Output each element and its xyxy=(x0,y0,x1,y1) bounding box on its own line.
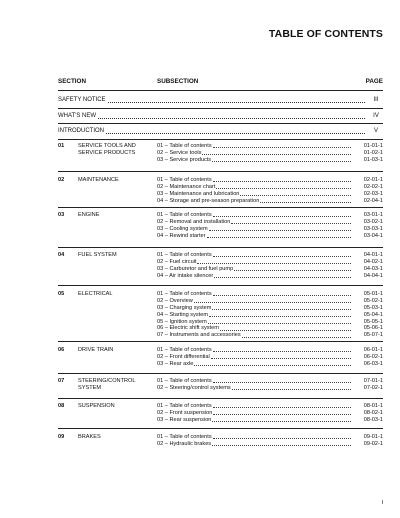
subsection-title: 03 – Carburetor and fuel pump xyxy=(157,265,234,272)
subsection-row[interactable] xyxy=(157,273,383,280)
subsection-title: 05 – Ignition system xyxy=(157,318,207,325)
dot-leader xyxy=(213,407,351,408)
subsection-list xyxy=(157,177,383,205)
subsection-page: 01-01-1 xyxy=(363,142,383,149)
subsection-page: 04-02-1 xyxy=(363,258,383,265)
subsection-page: 01-03-1 xyxy=(363,156,383,163)
dot-leader xyxy=(216,188,351,189)
dot-leader xyxy=(197,263,351,264)
subsection-list xyxy=(157,434,383,448)
section-rule xyxy=(58,285,383,286)
section-number: 07 xyxy=(58,378,65,384)
subsection-title: 03 – Cooling system xyxy=(157,225,208,232)
subsection-title: 02 – Front differential xyxy=(157,353,210,360)
subsection-page: 06-01-1 xyxy=(363,346,383,353)
subsection-title: 06 – Electric shift system xyxy=(157,325,219,332)
subsection-title: 01 – Table of contents xyxy=(157,377,212,384)
subsection-row[interactable] xyxy=(157,332,383,339)
row-rule xyxy=(58,123,383,124)
dot-leader xyxy=(213,438,351,439)
subsection-page: 03-01-1 xyxy=(363,211,383,218)
subsection-title: 01 – Table of contents xyxy=(157,211,212,218)
subsection-page: 05-02-1 xyxy=(363,297,383,304)
subsection-title: 02 – Maintenance chart xyxy=(157,183,216,190)
subsection-row[interactable] xyxy=(157,291,383,298)
dot-leader xyxy=(214,277,351,278)
subsection-title: 04 – Air intake silencer xyxy=(157,272,214,279)
subsection-title: 02 – Steering/control systems xyxy=(157,384,231,391)
row-rule xyxy=(58,108,383,109)
front-matter-page: V xyxy=(373,128,378,134)
dot-leader xyxy=(213,351,351,352)
front-matter-page: III xyxy=(373,97,379,103)
dot-leader xyxy=(212,161,351,162)
section-number: 08 xyxy=(58,403,65,409)
dot-leader xyxy=(209,316,351,317)
subsection-title: 02 – Hydraulic brakes xyxy=(157,440,212,447)
subsection-page: 01-02-1 xyxy=(363,149,383,156)
dot-leader xyxy=(212,421,351,422)
subsection-page: 06-02-1 xyxy=(363,353,383,360)
subsection-title: 02 – Front suspension xyxy=(157,409,213,416)
subsection-row[interactable] xyxy=(157,441,383,448)
subsection-row[interactable] xyxy=(157,417,383,424)
section-number: 09 xyxy=(58,434,65,440)
section-name: MAINTENANCE xyxy=(78,177,119,183)
subsection-page: 08-01-1 xyxy=(363,402,383,409)
subsection-title: 03 – Rear suspension xyxy=(157,416,212,423)
section-name: BRAKES xyxy=(78,434,101,440)
section-number: 04 xyxy=(58,252,65,258)
subsection-title: 01 – Table of contents xyxy=(157,433,212,440)
dot-leader xyxy=(240,195,351,196)
subsection-page: 07-01-1 xyxy=(363,377,383,384)
subsection-page: 03-03-1 xyxy=(363,225,383,232)
dot-leader xyxy=(213,147,351,148)
subsection-page: 02-04-1 xyxy=(363,197,383,204)
subsection-list xyxy=(157,252,383,280)
subsection-title: 01 – Table of contents xyxy=(157,290,212,297)
section-name: SUSPENSION xyxy=(78,403,115,409)
page-column-header: PAGE xyxy=(365,78,383,85)
section-number: 06 xyxy=(58,347,65,353)
subsection-title: 04 – Rewind starter xyxy=(157,232,206,239)
front-matter-label: INTRODUCTION xyxy=(58,128,104,134)
section-number: 05 xyxy=(58,291,65,297)
subsection-page: 02-01-1 xyxy=(363,176,383,183)
subsection-title: 03 – Maintenance and lubrication xyxy=(157,190,240,197)
subsection-row[interactable] xyxy=(157,143,383,150)
dot-leader xyxy=(106,129,365,134)
subsection-page: 04-04-1 xyxy=(363,272,383,279)
section-name: SERVICE TOOLS AND SERVICE PRODUCTS xyxy=(78,143,136,156)
subsection-row[interactable] xyxy=(157,298,383,305)
dot-leader xyxy=(202,154,351,155)
subsection-row[interactable] xyxy=(157,325,383,332)
section-number: 01 xyxy=(58,143,65,149)
section-rule xyxy=(58,341,383,342)
subsection-page: 06-03-1 xyxy=(363,360,383,367)
dot-leader xyxy=(209,230,351,231)
subsection-title: 04 – Starting system xyxy=(157,311,208,318)
dot-leader xyxy=(213,181,351,182)
subsection-page: 05-07-1 xyxy=(363,332,383,339)
dot-leader xyxy=(213,256,351,257)
subsection-row[interactable] xyxy=(157,385,383,392)
section-rule xyxy=(58,207,383,208)
subsection-title: 02 – Service tools xyxy=(157,149,202,156)
subsection-page: 03-02-1 xyxy=(363,218,383,225)
subsection-row[interactable] xyxy=(157,212,383,219)
subsection-column-header: SUBSECTION xyxy=(157,78,199,85)
subsection-row[interactable] xyxy=(157,434,383,441)
subsection-page: 05-01-1 xyxy=(363,290,383,297)
front-matter-label: WHAT'S NEW xyxy=(58,113,97,119)
section-column-header: SECTION xyxy=(58,78,86,85)
subsection-title: 07 – Instruments and accessories xyxy=(157,332,241,339)
section-rule xyxy=(58,398,383,399)
subsection-page: 04-01-1 xyxy=(363,251,383,258)
subsection-row[interactable] xyxy=(157,177,383,184)
subsection-page: 08-02-1 xyxy=(363,409,383,416)
subsection-list xyxy=(157,291,383,339)
dot-leader xyxy=(242,337,351,338)
subsection-title: 01 – Table of contents xyxy=(157,142,212,149)
subsection-list xyxy=(157,212,383,240)
subsection-page: 02-03-1 xyxy=(363,190,383,197)
subsection-title: 04 – Storage and pre-season preparation xyxy=(157,197,260,204)
dot-leader xyxy=(98,114,365,119)
section-rule xyxy=(58,171,383,172)
section-number: 03 xyxy=(58,212,65,218)
subsection-row[interactable] xyxy=(157,226,383,233)
subsection-page: 05-04-1 xyxy=(363,311,383,318)
subsection-row[interactable] xyxy=(157,157,383,164)
front-matter-page: IV xyxy=(373,113,379,119)
subsection-title: 02 – Overview xyxy=(157,297,193,304)
dot-leader xyxy=(212,445,351,446)
row-rule xyxy=(58,139,383,140)
subsection-page: 04-03-1 xyxy=(363,265,383,272)
dot-leader xyxy=(207,237,351,238)
subsection-row[interactable] xyxy=(157,184,383,191)
dot-leader xyxy=(213,382,351,383)
dot-leader xyxy=(234,270,351,271)
section-name: STEERING/CONTROL SYSTEM xyxy=(78,378,136,391)
subsection-row[interactable] xyxy=(157,312,383,319)
subsection-row[interactable] xyxy=(157,410,383,417)
subsection-row[interactable] xyxy=(157,191,383,198)
section-name: FUEL SYSTEM xyxy=(78,252,117,258)
subsection-row[interactable] xyxy=(157,259,383,266)
subsection-title: 01 – Table of contents xyxy=(157,176,212,183)
dot-leader xyxy=(220,330,351,331)
dot-leader xyxy=(211,358,351,359)
dot-leader xyxy=(194,365,351,366)
subsection-title: 03 – Service products xyxy=(157,156,212,163)
subsection-row[interactable] xyxy=(157,266,383,273)
dot-leader xyxy=(194,302,351,303)
subsection-list xyxy=(157,143,383,164)
subsection-title: 03 – Charging system xyxy=(157,304,212,311)
subsection-row[interactable] xyxy=(157,150,383,157)
subsection-title: 02 – Removal and installation xyxy=(157,218,231,225)
subsection-title: 03 – Rear axle xyxy=(157,360,194,367)
subsection-row[interactable] xyxy=(157,347,383,354)
subsection-page: 05-05-1 xyxy=(363,318,383,325)
section-number: 02 xyxy=(58,177,65,183)
dot-leader xyxy=(213,295,351,296)
front-matter-row[interactable] xyxy=(58,110,383,122)
subsection-title: 01 – Table of contents xyxy=(157,346,212,353)
page-title: TABLE OF CONTENTS xyxy=(268,28,383,40)
subsection-row[interactable] xyxy=(157,219,383,226)
section-name: ENGINE xyxy=(78,212,100,218)
dot-leader xyxy=(213,414,351,415)
subsection-row[interactable] xyxy=(157,198,383,205)
section-name: DRIVE TRAIN xyxy=(78,347,114,353)
section-name: ELECTRICAL xyxy=(78,291,113,297)
dot-leader xyxy=(260,202,351,203)
dot-leader xyxy=(212,309,351,310)
dot-leader xyxy=(213,216,351,217)
subsection-page: 09-02-1 xyxy=(363,440,383,447)
footer-page-number: I xyxy=(381,500,383,506)
dot-leader xyxy=(232,389,351,390)
subsection-row[interactable] xyxy=(157,305,383,312)
subsection-row[interactable] xyxy=(157,361,383,368)
subsection-row[interactable] xyxy=(157,233,383,240)
section-rule xyxy=(58,428,383,429)
subsection-title: 02 – Fuel circuit xyxy=(157,258,197,265)
front-matter-row[interactable] xyxy=(58,125,383,137)
subsection-list xyxy=(157,403,383,424)
subsection-row[interactable] xyxy=(157,403,383,410)
subsection-page: 08-03-1 xyxy=(363,416,383,423)
section-rule xyxy=(58,373,383,374)
subsection-page: 09-01-1 xyxy=(363,433,383,440)
subsection-row[interactable] xyxy=(157,252,383,259)
subsection-row[interactable] xyxy=(157,378,383,385)
subsection-row[interactable] xyxy=(157,354,383,361)
dot-leader xyxy=(208,323,351,324)
dot-leader xyxy=(231,223,351,224)
subsection-page: 02-02-1 xyxy=(363,183,383,190)
section-rule xyxy=(58,247,383,248)
subsection-title: 01 – Table of contents xyxy=(157,402,212,409)
header-rule xyxy=(58,90,383,91)
subsection-list xyxy=(157,378,383,392)
subsection-page: 05-06-1 xyxy=(363,325,383,332)
subsection-row[interactable] xyxy=(157,319,383,326)
subsection-title: 01 – Table of contents xyxy=(157,251,212,258)
front-matter-row[interactable] xyxy=(58,94,383,106)
dot-leader xyxy=(108,98,365,103)
front-matter-label: SAFETY NOTICE xyxy=(58,97,106,103)
subsection-page: 07-02-1 xyxy=(363,384,383,391)
subsection-list xyxy=(157,347,383,368)
subsection-page: 05-03-1 xyxy=(363,304,383,311)
subsection-page: 03-04-1 xyxy=(363,232,383,239)
